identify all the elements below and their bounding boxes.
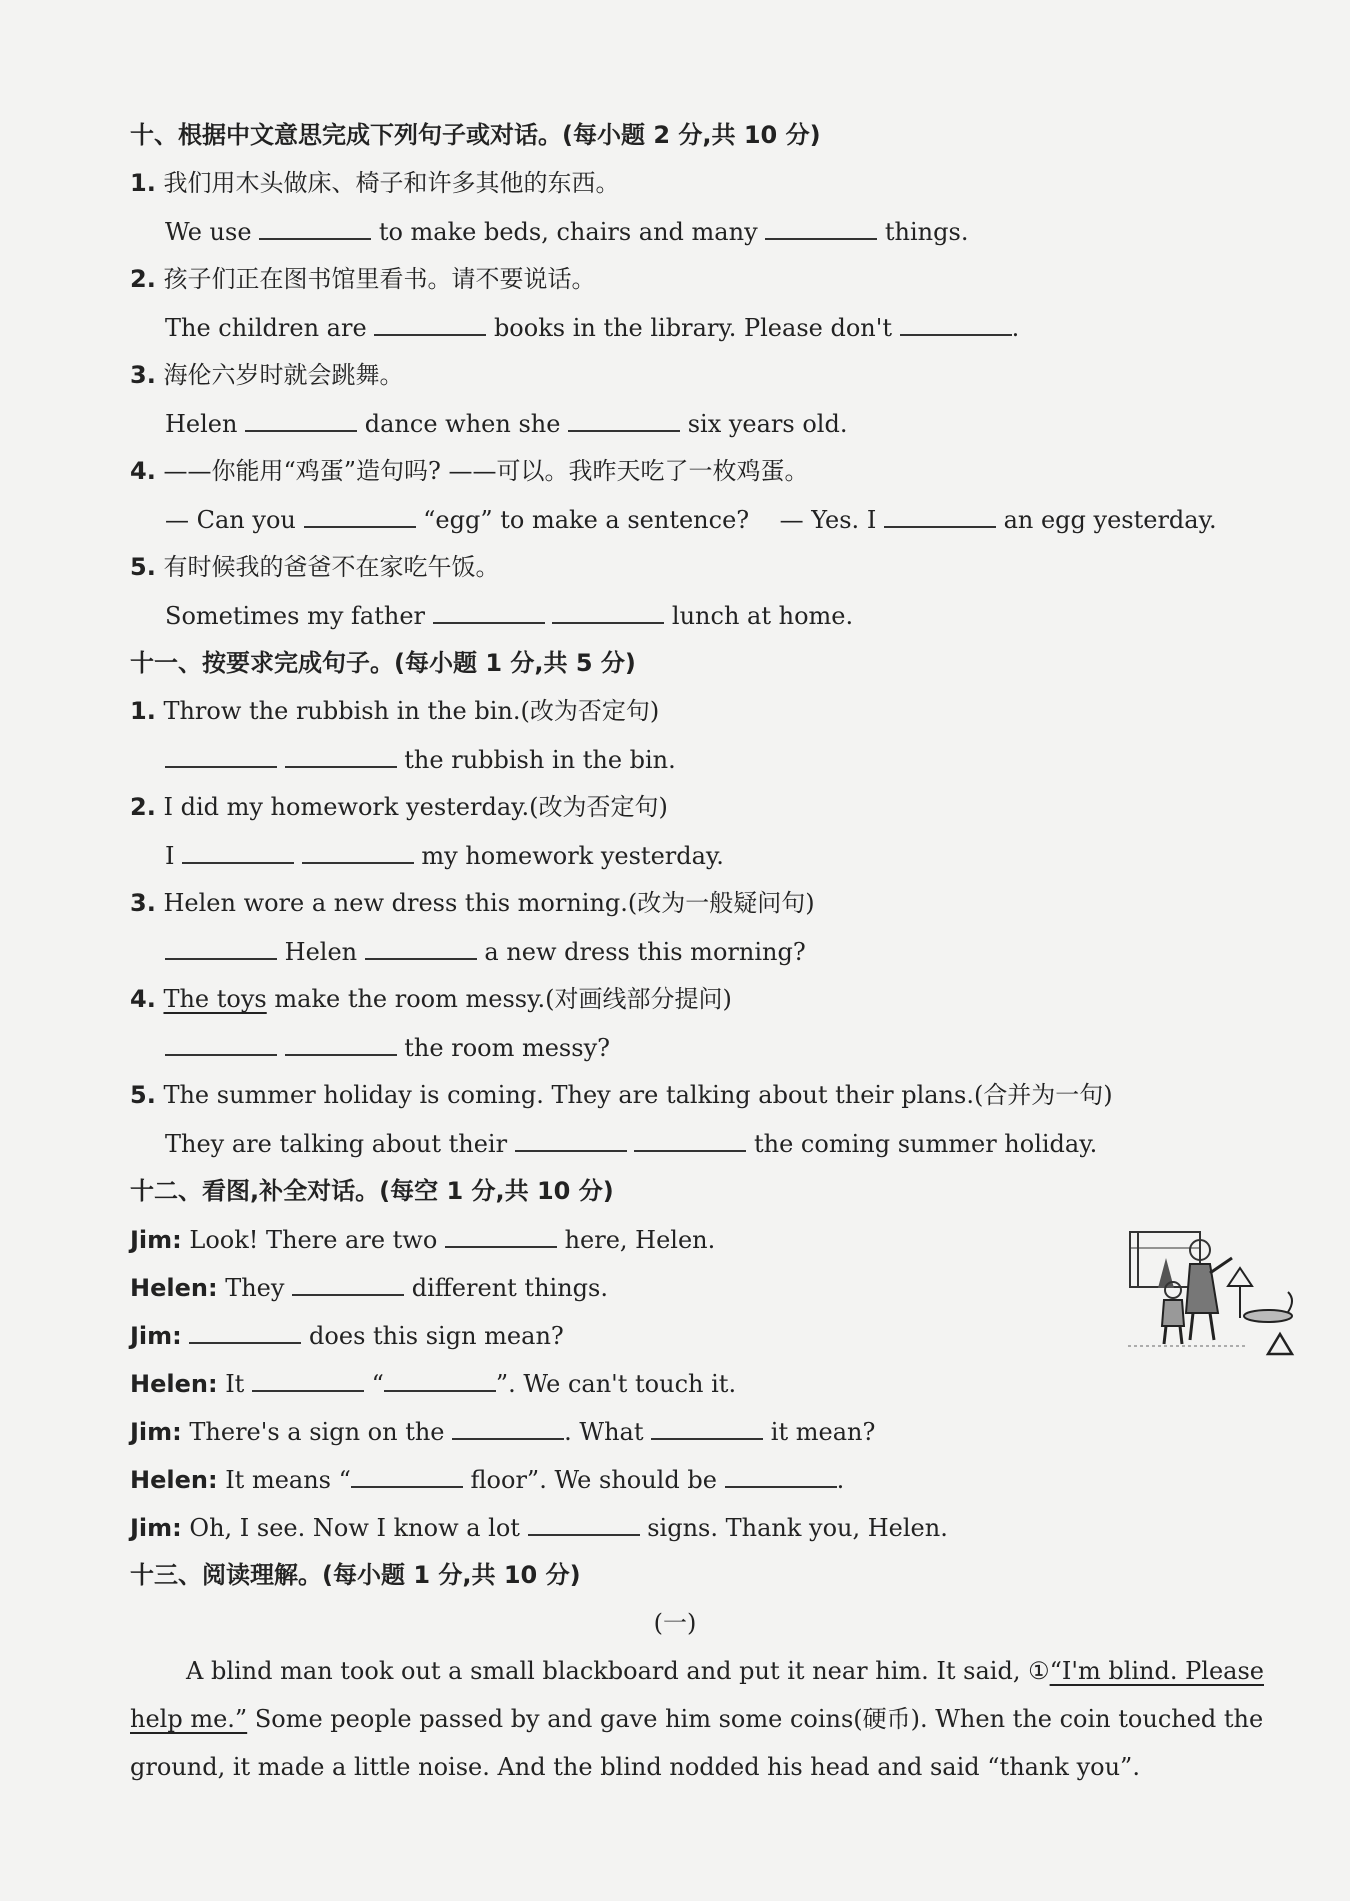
underlined-phrase: “I'm blind. Please <box>1049 1657 1264 1685</box>
answer-blank[interactable] <box>245 406 357 432</box>
dialog-line-3: Jim: does this sign mean? <box>130 1318 564 1352</box>
answer-blank[interactable] <box>182 838 294 864</box>
answer-blank[interactable] <box>634 1126 746 1152</box>
s11-q1-answer: the rubbish in the bin. <box>165 742 676 776</box>
dialog-line-4: Helen: It “ ”. We can't touch it. <box>130 1366 736 1400</box>
answer-blank[interactable] <box>900 310 1012 336</box>
answer-blank[interactable] <box>252 1366 364 1392</box>
answer-blank[interactable] <box>452 1414 564 1440</box>
s10-q3-chinese: 3. 海伦六岁时就会跳舞。 <box>130 361 404 389</box>
section-13-title: 十三、阅读理解。(每小题 1 分,共 10 分) <box>130 1561 581 1589</box>
s10-q1-english: We use to make beds, chairs and many things. <box>165 214 968 248</box>
s10-q2-chinese: 2. 孩子们正在图书馆里看书。请不要说话。 <box>130 265 596 293</box>
answer-blank[interactable] <box>552 598 664 624</box>
answer-blank[interactable] <box>189 1318 301 1344</box>
answer-blank[interactable] <box>304 502 416 528</box>
answer-blank[interactable] <box>351 1462 463 1488</box>
section-11-title: 十一、按要求完成句子。(每小题 1 分,共 5 分) <box>130 649 636 677</box>
s11-q5-answer: They are talking about their the coming summer holiday. <box>165 1126 1097 1160</box>
s11-q3-question: 3. Helen wore a new dress this morning.(改为一般疑问句) <box>130 889 815 917</box>
s11-q4-answer: the room messy? <box>165 1030 610 1064</box>
answer-blank[interactable] <box>302 838 414 864</box>
dialog-line-5: Jim: There's a sign on the . What it mean? <box>130 1414 875 1448</box>
s10-q1-chinese: 1. 我们用木头做床、椅子和许多其他的东西。 <box>130 169 620 197</box>
s11-q2-answer: I my homework yesterday. <box>165 838 724 872</box>
answer-blank[interactable] <box>165 934 277 960</box>
s10-q5-chinese: 5. 有时候我的爸爸不在家吃午饭。 <box>130 553 500 581</box>
answer-blank[interactable] <box>433 598 545 624</box>
answer-blank[interactable] <box>285 742 397 768</box>
signs-illustration <box>1128 1228 1298 1358</box>
answer-blank[interactable] <box>165 1030 277 1056</box>
dialog-line-2: Helen: They different things. <box>130 1270 608 1304</box>
answer-blank[interactable] <box>285 1030 397 1056</box>
answer-blank[interactable] <box>445 1222 557 1248</box>
answer-blank[interactable] <box>259 214 371 240</box>
passage-line-3: ground, it made a little noise. And the blind nodded his head and said “thank you”. <box>130 1753 1140 1781</box>
section-12-title: 十二、看图,补全对话。(每空 1 分,共 10 分) <box>130 1177 614 1205</box>
passage-line-2: help me.” Some people passed by and gave him some coins(硬币). When the coin touched the <box>130 1705 1264 1733</box>
underlined-phrase: help me.” <box>130 1705 248 1733</box>
s11-q2-question: 2. I did my homework yesterday.(改为否定句) <box>130 793 668 821</box>
answer-blank[interactable] <box>884 502 996 528</box>
answer-blank[interactable] <box>165 742 277 768</box>
s10-q2-english: The children are books in the library. Please don't . <box>165 310 1019 344</box>
section-10-title: 十、根据中文意思完成下列句子或对话。(每小题 2 分,共 10 分) <box>130 121 821 149</box>
answer-blank[interactable] <box>515 1126 627 1152</box>
dialog-line-6: Helen: It means “ floor”. We should be . <box>130 1462 844 1496</box>
answer-blank[interactable] <box>292 1270 404 1296</box>
s11-q5-question: 5. The summer holiday is coming. They are talking about their plans.(合并为一句) <box>130 1081 1113 1109</box>
answer-blank[interactable] <box>568 406 680 432</box>
underlined-phrase: The toys <box>163 985 267 1013</box>
s11-q3-answer: Helen a new dress this morning? <box>165 934 806 968</box>
s11-q4-question: 4. The toys make the room messy.(对画线部分提问) <box>130 985 732 1013</box>
answer-blank[interactable] <box>725 1462 837 1488</box>
answer-blank[interactable] <box>384 1366 496 1392</box>
s10-q3-english: Helen dance when she six years old. <box>165 406 847 440</box>
s10-q4-english: — Can you “egg” to make a sentence? — Yes. I an egg yesterday. <box>165 502 1217 536</box>
answer-blank[interactable] <box>374 310 486 336</box>
answer-blank[interactable] <box>765 214 877 240</box>
s10-q5-english: Sometimes my father lunch at home. <box>165 598 853 632</box>
s11-q1-question: 1. Throw the rubbish in the bin.(改为否定句) <box>130 697 660 725</box>
answer-blank[interactable] <box>651 1414 763 1440</box>
s10-q4-chinese: 4. ——你能用“鸡蛋”造句吗? ——可以。我昨天吃了一枚鸡蛋。 <box>130 457 809 485</box>
answer-blank[interactable] <box>528 1510 640 1536</box>
answer-blank[interactable] <box>365 934 477 960</box>
passage-line-1: A blind man took out a small blackboard and put it near him. It said, ①“I'm blind. Please <box>186 1657 1264 1685</box>
dialog-line-1: Jim: Look! There are two here, Helen. <box>130 1222 715 1256</box>
passage-number: (一) <box>653 1609 697 1637</box>
dialog-line-7: Jim: Oh, I see. Now I know a lot signs. Thank you, Helen. <box>130 1510 948 1544</box>
